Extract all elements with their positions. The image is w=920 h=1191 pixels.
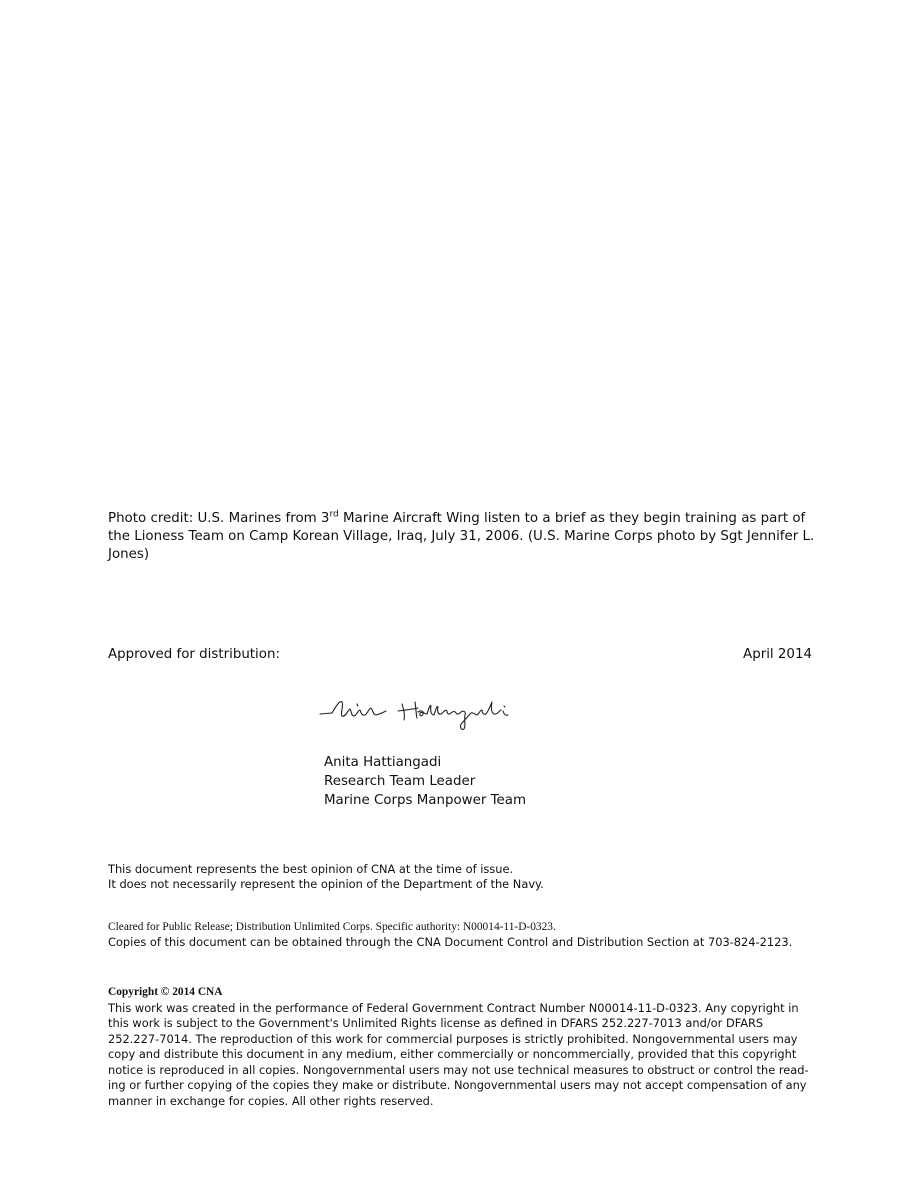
photo-credit — [108, 510, 818, 564]
signatory-title: Research Team Leader — [324, 774, 476, 789]
handwritten-signature — [318, 696, 518, 736]
approved-for-distribution-label: Approved for distribution: — [108, 647, 280, 662]
release-line-2: Copies of this document can be obtained through the CNA Document Control and Distribution Section at 703-824-2123. — [108, 935, 793, 949]
copyright-body: This work was created in the performance of Federal Government Contract Number N00014-11-D-0323. Any copyright in this work is subject to the Government's Unlimited Rights license as defined in DFARS 252.227-7013 and/or DFARS 252.227-7014. The reproduction of this work for commercial purposes is strictly prohibited. Nongovernmental users may copy and distribute this document in any medium, either commercially or noncommercially, provided that this copyright notice is reproduced in all copies. Nongovernmental users may not use technical measures to obstruct or control the read-ing or further copying of the copies they make or distribute. Nongovernmental users may not accept compensation of any manner in exchange for copies. All other rights reserved. — [108, 1000, 809, 1108]
photo-credit-prefix: Photo credit: U.S. Marines from 3 — [108, 511, 330, 526]
copyright-title: Copyright © 2014 CNA — [108, 986, 223, 998]
signatory-name: Anita Hattiangadi — [324, 755, 442, 770]
signatory-team: Marine Corps Manpower Team — [324, 793, 527, 808]
opinion-disclaimer — [108, 862, 544, 892]
copyright-notice — [108, 985, 816, 1109]
opinion-line-2: It does not necessarily represent the opinion of the Department of the Navy. — [108, 877, 544, 891]
photo-credit-superscript: rd — [329, 509, 339, 520]
release-statement — [108, 920, 792, 950]
signatory-block — [324, 753, 526, 810]
approval-date: April 2014 — [743, 647, 812, 662]
opinion-line-1: This document represents the best opinion of CNA at the time of issue. — [108, 862, 514, 876]
photo-credit-suffix: Marine Aircraft Wing listen to a brief as they begin training as part of the Lioness Team on Camp Korean Village, Iraq, July 31, 2006. (U.S. Marine Corps photo by Sgt Jennifer L. Jones) — [108, 511, 815, 562]
release-line-1: Cleared for Public Release; Distribution Unlimited Corps. Specific authority: N00014-11-D-0323. — [108, 921, 556, 933]
